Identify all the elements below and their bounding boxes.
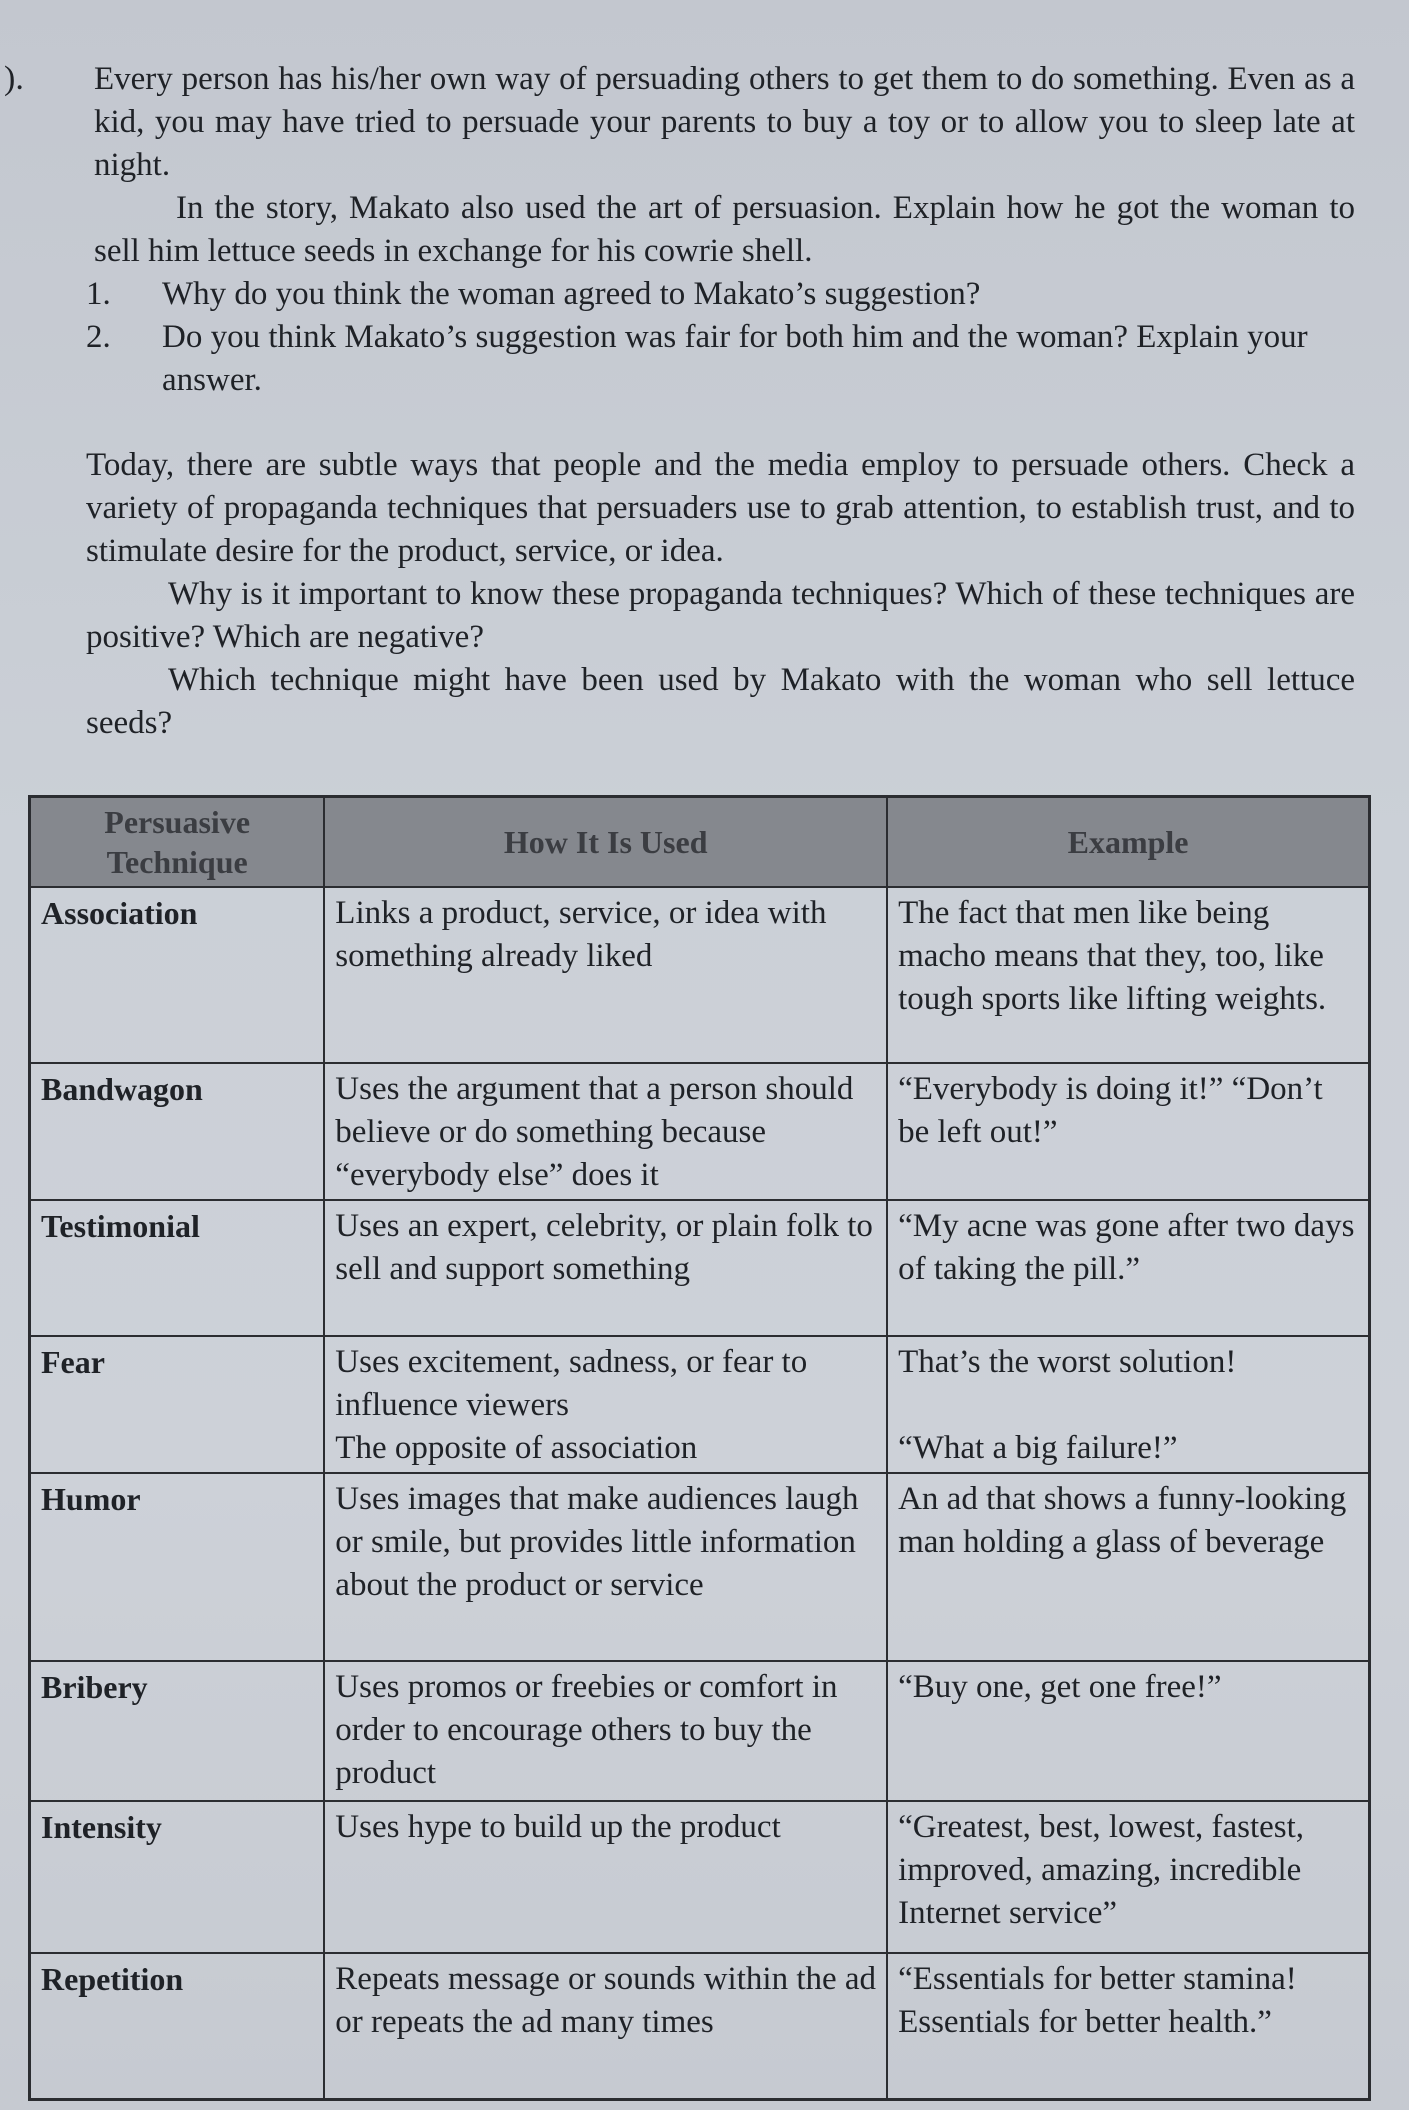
- question-text: Do you think Makato’s suggestion was fair for both him and the woman? Explain your answer.: [162, 319, 1308, 398]
- propaganda-paragraph-3: Which technique might have been used by Makato with the woman who sell lettuce seeds?: [86, 662, 1355, 741]
- example-line: “What a big failure!”: [898, 1430, 1178, 1466]
- example-cell: “My acne was gone after two days of taking the pill.”: [887, 1200, 1369, 1336]
- propaganda-paragraph-2: Why is it important to know these propaganda techniques? Which of these techniques are positive? Which are negative?: [86, 576, 1355, 655]
- how-used-cell: Uses hype to build up the product: [324, 1801, 887, 1953]
- technique-cell: Fear: [30, 1336, 325, 1473]
- how-used-cell: Uses the argument that a person should believe or do something because “everybody else” does it: [324, 1063, 887, 1200]
- question-item: [80, 273, 1365, 316]
- technique-cell: Association: [30, 887, 325, 1063]
- question-number: 1.: [86, 276, 111, 312]
- example-line: That’s the worst solution!: [898, 1344, 1237, 1380]
- table-row: [30, 1336, 1370, 1473]
- technique-cell: Testimonial: [30, 1200, 325, 1336]
- example-cell: “Buy one, get one free!”: [887, 1661, 1369, 1801]
- intro-paragraph-1: Every person has his/her own way of persuading others to get them to do something. Even as a kid, you may have tried to persuade your parents to buy a toy or to allow you to sleep late at night.: [94, 61, 1355, 183]
- table-row: [30, 887, 1370, 1063]
- question-number: 2.: [86, 319, 111, 355]
- example-cell: An ad that shows a funny-looking man holding a glass of beverage: [887, 1473, 1369, 1661]
- question-item: [80, 316, 1365, 402]
- example-cell: [887, 1336, 1369, 1473]
- example-cell: “Essentials for better stamina! Essentials for better health.”: [887, 1953, 1369, 2099]
- how-used-cell: Uses an expert, celebrity, or plain folk to sell and support something: [324, 1200, 887, 1336]
- example-cell: “Greatest, best, lowest, fastest, improved, amazing, incredible Internet service”: [887, 1801, 1369, 1953]
- margin-mark: ).: [4, 60, 24, 97]
- technique-cell: Intensity: [30, 1801, 325, 1953]
- header-technique: Persuasive Technique: [30, 797, 325, 888]
- technique-cell: Humor: [30, 1473, 325, 1661]
- example-cell: The fact that men like being macho means that they, too, like tough sports like lifting weights.: [887, 887, 1369, 1063]
- technique-cell: Repetition: [30, 1953, 325, 2099]
- how-used-line: The opposite of association: [335, 1430, 698, 1466]
- persuasive-technique-table: [28, 795, 1371, 2101]
- how-used-cell: [324, 1336, 887, 1473]
- table-row: [30, 1661, 1370, 1801]
- table-row: [30, 1063, 1370, 1200]
- technique-cell: Bribery: [30, 1661, 325, 1801]
- table-row: [30, 1953, 1370, 2099]
- technique-cell: Bandwagon: [30, 1063, 325, 1200]
- header-how-used: How It Is Used: [324, 797, 887, 888]
- propaganda-section: [80, 444, 1365, 745]
- how-used-cell: Uses promos or freebies or comfort in order to encourage others to buy the product: [324, 1661, 887, 1801]
- table-row: [30, 1473, 1370, 1661]
- technique-table-wrapper: [28, 795, 1371, 2101]
- table-row: [30, 1801, 1370, 1953]
- how-used-cell: Links a product, service, or idea with something already liked: [324, 887, 887, 1063]
- table-row: [30, 1200, 1370, 1336]
- how-used-cell: Uses images that make audiences laugh or smile, but provides little information about the product or service: [324, 1473, 887, 1661]
- propaganda-paragraph-1: Today, there are subtle ways that people and the media employ to persuade others. Check a variety of propaganda techniques that persuaders use to grab attention, to establish trust, and to stimulate desire for the product, service, or idea.: [86, 447, 1355, 569]
- question-list: [80, 273, 1365, 402]
- example-cell: “Everybody is doing it!” “Don’t be left out!”: [887, 1063, 1369, 1200]
- intro-paragraph-2: In the story, Makato also used the art of persuasion. Explain how he got the woman to sell him lettuce seeds in exchange for his cowrie shell.: [94, 190, 1355, 269]
- table-header-row: [30, 797, 1370, 888]
- question-text: Why do you think the woman agreed to Makato’s suggestion?: [162, 276, 981, 312]
- how-used-cell: Repeats message or sounds within the ad or repeats the ad many times: [324, 1953, 887, 2099]
- how-used-line: Uses excitement, sadness, or fear to influence viewers: [335, 1344, 808, 1423]
- header-example: Example: [887, 797, 1369, 888]
